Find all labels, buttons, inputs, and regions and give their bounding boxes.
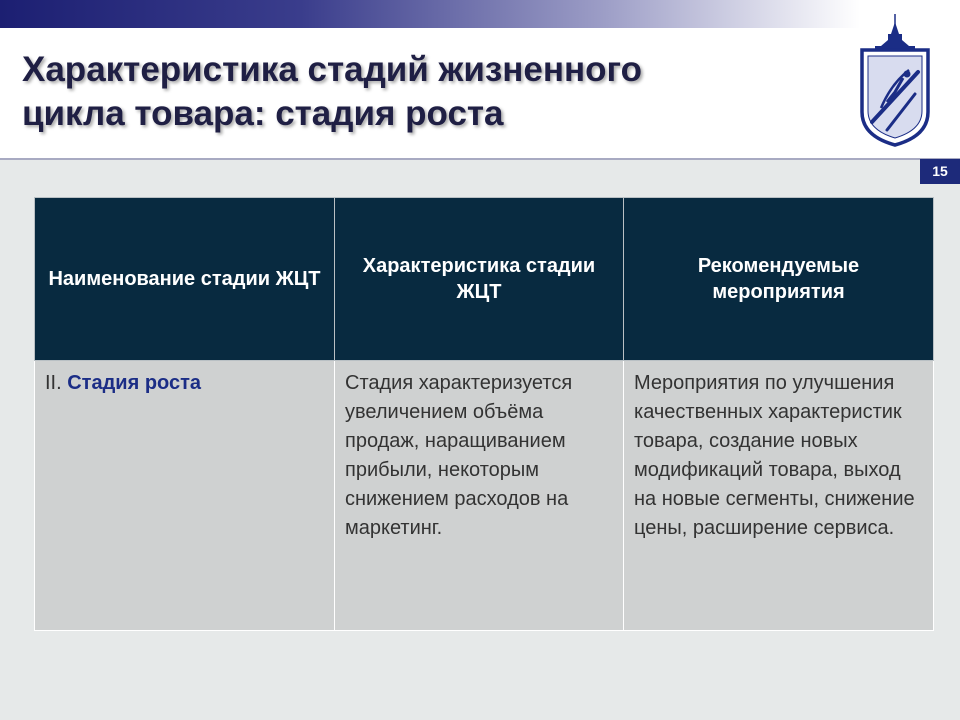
table-row [35, 361, 934, 631]
stage-name: Стадия роста [67, 372, 202, 394]
slide-number: 15 [920, 159, 960, 184]
slide-title [22, 48, 852, 136]
top-gradient-bar [0, 0, 860, 28]
table-header-row [35, 198, 934, 361]
lifecycle-table [34, 197, 934, 631]
title-line-1: Характеристика стадий жизненного [22, 50, 643, 89]
characteristic-cell: Стадия характеризуется увеличением объёма продаж, наращиванием прибыли, некоторым снижением расходов на маркетинг. [335, 361, 624, 631]
column-header-stage-name: Наименование стадии ЖЦТ [35, 198, 335, 361]
column-header-characteristic: Характеристика стадии ЖЦТ [335, 198, 624, 361]
university-emblem-skier-icon [857, 12, 933, 147]
column-header-measures: Рекомендуемые мероприятия [624, 198, 934, 361]
measures-cell: Мероприятия по улучшения качественных характеристик товара, создание новых модификаций товара, выход на новые сегменты, снижение цены, расширение сервиса. [624, 361, 934, 631]
title-line-2: цикла товара: стадия роста [22, 94, 504, 133]
stage-name-cell [35, 361, 335, 631]
stage-numeral: II. [45, 372, 62, 394]
